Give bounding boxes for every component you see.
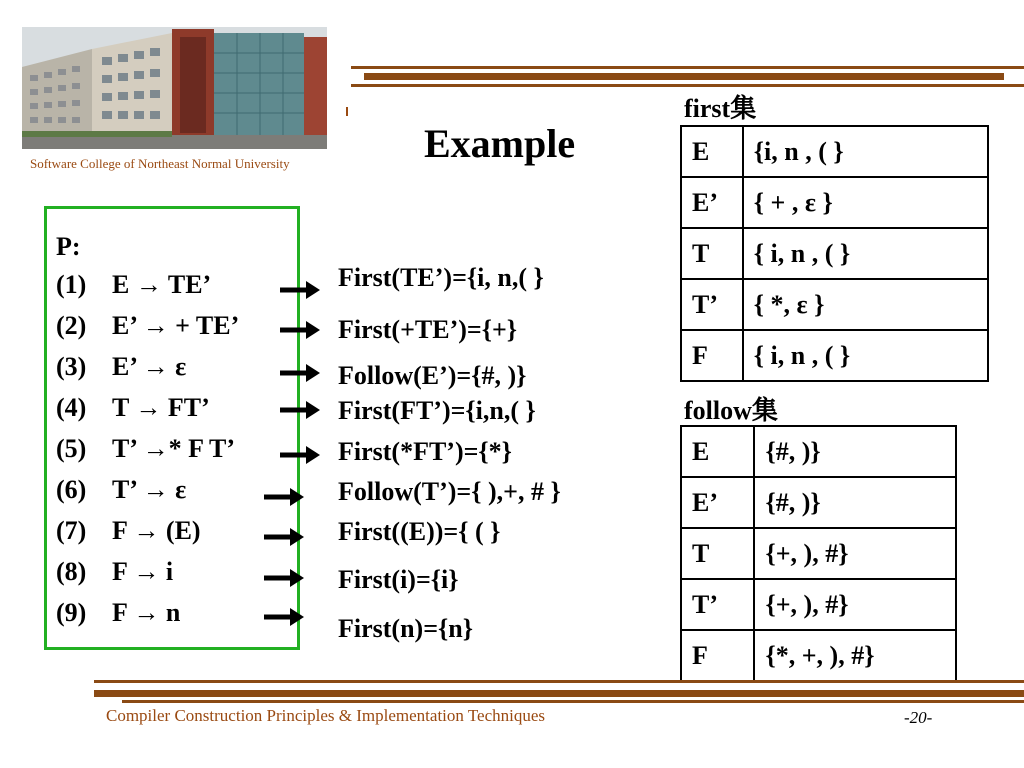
production-row [56,352,186,382]
course-title: Compiler Construction Principles & Implementation Techniques [106,706,546,725]
production-row [56,270,211,300]
page-number: -20- [904,708,933,727]
symbol-cell: E [681,126,743,177]
table-row [681,579,956,630]
header-rule-thick [364,73,1004,80]
set-value-cell: { i, n , ( } [743,330,988,381]
production-text: F → n [112,598,181,627]
derived-expression: Follow(T’)={ ),+, # } [338,477,561,506]
production-text: F → (E) [112,516,201,545]
production-row [56,393,210,423]
derived-expression: First(+TE’)={+} [338,315,518,344]
set-value-cell: {i, n , ( } [743,126,988,177]
right-arrow-icon [264,568,304,588]
header-rule-lower [351,84,1024,87]
set-value-cell: { *, ε } [743,279,988,330]
production-number: (9) [56,598,87,627]
set-value-cell: {*, +, ), #} [754,630,956,681]
table-row [681,630,956,681]
follow-set-table [680,425,957,682]
right-arrow-icon [280,445,320,465]
production-row [56,598,180,628]
symbol-cell: T’ [681,279,743,330]
derived-expression: Follow(E’)={#, )} [338,361,527,390]
production-number: (2) [56,311,87,340]
table-row [681,126,988,177]
production-number: (8) [56,557,87,586]
table-row [681,330,988,381]
follow-set-label: follow集 [684,396,778,425]
set-value-cell: {+, ), #} [754,528,956,579]
header-rule-thin [351,66,1024,69]
set-value-cell: { + , ε } [743,177,988,228]
footer-rule-lower [122,700,1024,703]
table-row [681,477,956,528]
production-text: E’ → ε [112,352,187,381]
set-value-cell: {#, )} [754,477,956,528]
first-set-label: first集 [684,94,757,123]
table-row [681,177,988,228]
symbol-cell: E’ [681,177,743,228]
production-number: (5) [56,434,87,463]
symbol-cell: E’ [681,477,754,528]
college-building-photo [22,27,327,149]
table-row [681,528,956,579]
right-arrow-icon [280,320,320,340]
right-arrow-icon [280,400,320,420]
set-value-cell: { i, n , ( } [743,228,988,279]
production-row [56,475,186,505]
right-arrow-icon [280,363,320,383]
footer-rule-thin [94,680,1024,683]
symbol-cell: T [681,528,754,579]
symbol-cell: T [681,228,743,279]
production-row [56,516,201,546]
table-row [681,426,956,477]
organization-name: Software College of Northeast Normal University [30,156,290,171]
production-number: (1) [56,270,87,299]
header-tick-mark [346,107,348,116]
right-arrow-icon [280,280,320,300]
production-row [56,557,173,587]
table-row [681,279,988,330]
slide-title: Example [424,121,576,166]
derived-expression: First(*FT’)={*} [338,437,512,466]
right-arrow-icon [264,527,304,547]
symbol-cell: T’ [681,579,754,630]
symbol-cell: F [681,630,754,681]
production-text: E’ → + TE’ [112,311,240,340]
footer-rule-thick [94,690,1024,697]
production-number: (6) [56,475,87,504]
derived-expression: First(TE’)={i, n,( } [338,263,544,292]
set-value-cell: {+, ), #} [754,579,956,630]
symbol-cell: F [681,330,743,381]
production-text: F → i [112,557,174,586]
grammar-label: P: [56,232,81,261]
symbol-cell: E [681,426,754,477]
production-number: (7) [56,516,87,545]
derived-expression: First(i)={i} [338,565,459,594]
derived-expression: First(n)={n} [338,614,473,643]
first-set-table [680,125,989,382]
production-text: T’ → ε [112,475,187,504]
production-number: (4) [56,393,87,422]
derived-expression: First(FT’)={i,n,( } [338,396,536,425]
right-arrow-icon [264,487,304,507]
production-text: E → TE’ [112,270,212,299]
set-value-cell: {#, )} [754,426,956,477]
production-row [56,311,239,341]
production-row [56,434,235,464]
production-number: (3) [56,352,87,381]
derived-expression: First((E))={ ( } [338,517,501,546]
production-text: T → FT’ [112,393,210,422]
right-arrow-icon [264,607,304,627]
production-text: T’ →* F T’ [112,434,236,463]
table-row [681,228,988,279]
